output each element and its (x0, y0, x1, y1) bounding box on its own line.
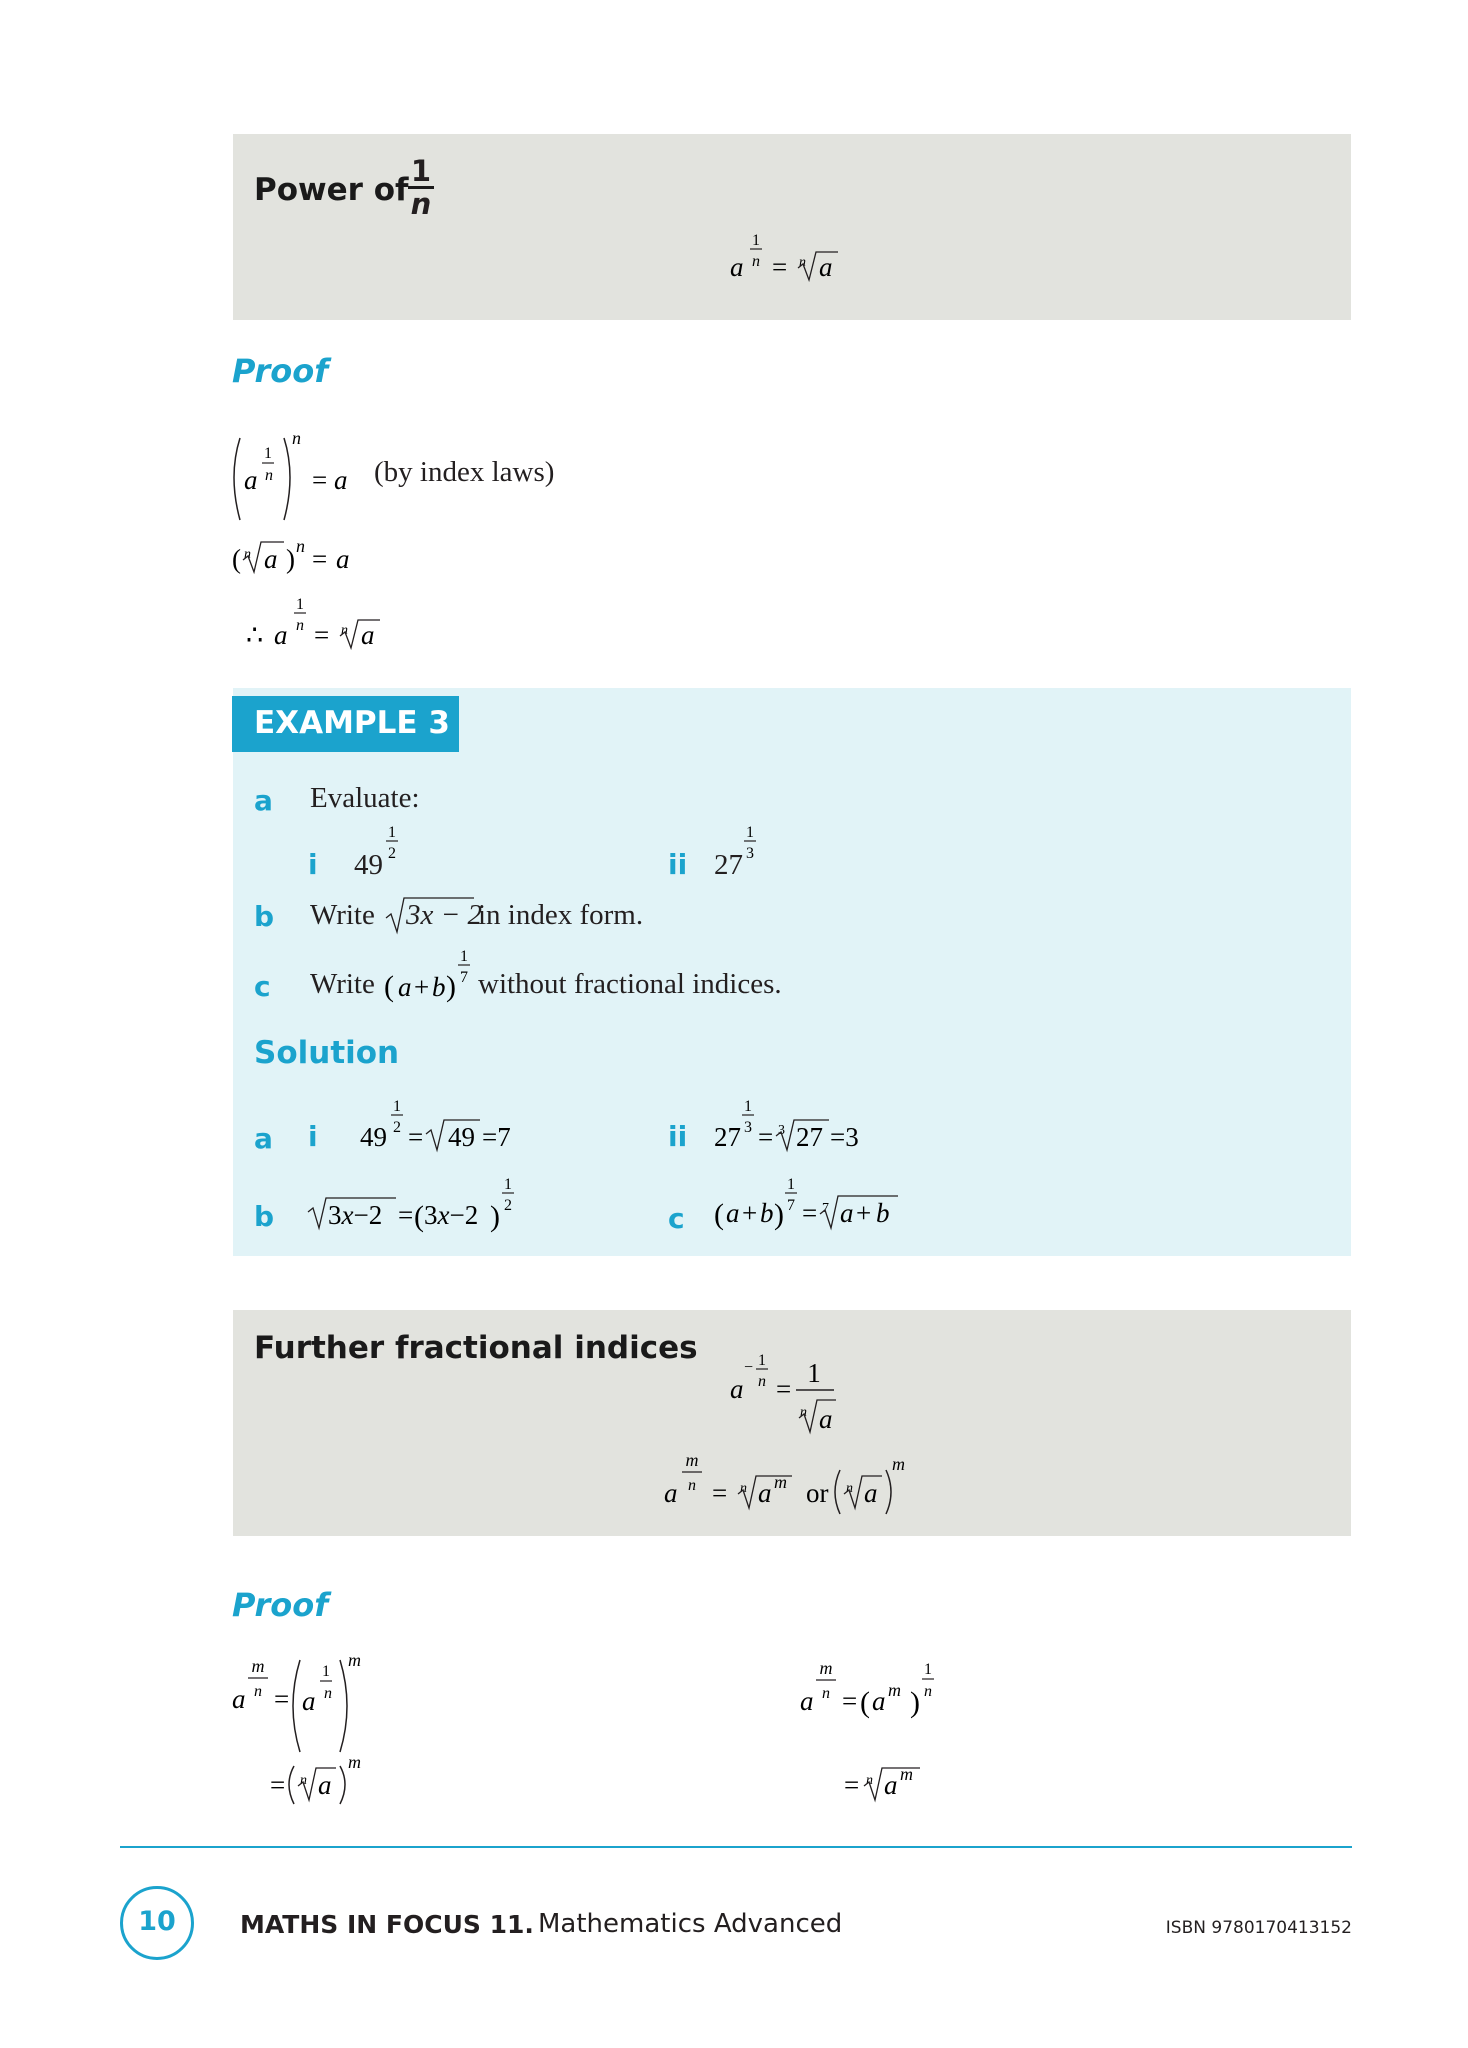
svg-text:2: 2 (393, 1119, 401, 1136)
example-part-b-post: in index form. (478, 899, 644, 931)
svg-text:m: m (819, 1658, 833, 1678)
svg-text:(: ( (714, 1198, 724, 1231)
svg-text:7: 7 (460, 969, 468, 986)
solution-a-label: a (254, 1122, 273, 1155)
svg-text:): ) (286, 544, 295, 574)
svg-text:a: a (302, 1686, 316, 1716)
further-or-word: or (806, 1478, 829, 1508)
solution-a-i-label: i (308, 1120, 318, 1153)
svg-text:a: a (872, 1686, 886, 1716)
svg-text:(: ( (414, 1200, 424, 1233)
svg-text:n: n (799, 255, 806, 270)
example-part-c-post: without fractional indices. (478, 968, 782, 1000)
svg-text:n: n (752, 253, 760, 270)
example-part-b-label: b (254, 900, 275, 933)
svg-text:a: a (398, 972, 412, 1002)
footer-isbn: ISBN 9780170413152 (1165, 1918, 1352, 1938)
svg-text:1: 1 (787, 1176, 795, 1193)
svg-text:): ) (910, 1686, 920, 1719)
svg-text:=: = (274, 1684, 290, 1714)
example-part-a-text: Evaluate: (310, 782, 420, 814)
svg-text:n: n (758, 1373, 766, 1390)
proof-heading-2: Proof (232, 1586, 329, 1624)
svg-text:1: 1 (758, 1352, 766, 1369)
svg-text:=: = (408, 1122, 424, 1152)
power-box-title (254, 172, 409, 208)
footer-book-title: MATHS IN FOCUS 11. (240, 1910, 534, 1939)
svg-text:a: a (819, 252, 833, 282)
svg-text:=: = (312, 465, 328, 495)
example-part-b-expr: 3x − 2 (406, 899, 482, 931)
solution-a-i-working (360, 1094, 530, 1158)
title-frac-numerator: 1 (410, 154, 432, 188)
example-c-expression (384, 944, 474, 1008)
proof2-left-line2 (266, 1750, 386, 1810)
svg-text:=: = (758, 1122, 774, 1152)
svg-text:=: = (842, 1686, 858, 1716)
svg-text:49: 49 (448, 1122, 475, 1152)
svg-text:1: 1 (322, 1663, 330, 1680)
svg-text:n: n (292, 428, 301, 448)
svg-text:b: b (432, 972, 446, 1002)
svg-text:n: n (244, 547, 251, 562)
svg-text:=3: =3 (830, 1122, 859, 1152)
example-part-c-pre: Write (310, 968, 375, 1000)
solution-a-ii-label: ii (668, 1120, 688, 1153)
svg-text:3: 3 (746, 845, 754, 862)
example-a-ii-base: 27 (714, 849, 743, 881)
power-box-title-text: Power of (254, 172, 409, 208)
example-part-b-pre: Write (310, 899, 375, 931)
svg-text:1: 1 (264, 445, 272, 462)
svg-text:=: = (802, 1198, 818, 1228)
svg-text:1: 1 (296, 596, 304, 613)
svg-text:n: n (740, 1481, 747, 1496)
svg-text:n: n (822, 1685, 830, 1702)
svg-text:n: n (846, 1481, 853, 1496)
svg-text:49: 49 (360, 1122, 387, 1152)
svg-text:=: = (312, 544, 328, 574)
proof-heading-1: Proof (232, 352, 329, 390)
example-part-a-label: a (254, 784, 273, 817)
proof2-right-line2 (840, 1752, 950, 1812)
svg-text:a: a (664, 1478, 678, 1508)
svg-text:+: + (742, 1198, 758, 1228)
svg-text:3x−2: 3x−2 (328, 1200, 383, 1230)
example-banner-label: EXAMPLE 3 (254, 705, 450, 741)
svg-text:1: 1 (924, 1661, 932, 1678)
svg-text:m: m (685, 1450, 699, 1470)
svg-text:a: a (884, 1770, 898, 1800)
solution-heading: Solution (254, 1035, 400, 1071)
svg-text:−: − (744, 1359, 754, 1376)
example-a-i-base: 49 (354, 849, 383, 881)
svg-text:m: m (888, 1680, 901, 1700)
solution-c-label: c (668, 1202, 685, 1235)
svg-text:): ) (446, 970, 456, 1003)
svg-text:1: 1 (388, 824, 396, 841)
svg-text:=: = (772, 252, 788, 282)
svg-text:=: = (712, 1478, 728, 1508)
svg-text:(: ( (232, 544, 241, 574)
svg-text:a: a (864, 1478, 878, 1508)
svg-text:3: 3 (778, 1123, 785, 1138)
svg-text:3: 3 (744, 1119, 752, 1136)
proof2-right-line1 (796, 1650, 956, 1730)
page-number: 10 (138, 1906, 176, 1937)
svg-text:∴: ∴ (246, 620, 264, 650)
svg-text:27: 27 (796, 1122, 823, 1152)
svg-text:7: 7 (787, 1197, 795, 1214)
svg-text:=: = (776, 1374, 792, 1404)
svg-text:a: a (334, 465, 348, 495)
solution-a-ii-working (714, 1094, 874, 1158)
svg-text:(: ( (384, 970, 394, 1003)
svg-text:a: a (232, 1684, 246, 1714)
svg-text:a: a (336, 544, 350, 574)
footer-book-subtitle: Mathematics Advanced (538, 1909, 843, 1939)
title-frac-denominator: n (408, 186, 434, 219)
svg-text:1: 1 (460, 948, 468, 965)
proof1-line3 (246, 592, 396, 656)
svg-text:7: 7 (822, 1201, 829, 1216)
svg-text:): ) (490, 1200, 500, 1233)
svg-text:b: b (876, 1198, 890, 1228)
svg-text:+: + (414, 972, 430, 1002)
svg-text:m: m (892, 1454, 905, 1474)
svg-text:1: 1 (393, 1098, 401, 1115)
svg-text:n: n (688, 1477, 696, 1494)
svg-text:+: + (856, 1198, 872, 1228)
svg-text:a: a (819, 1404, 833, 1434)
svg-text:n: n (254, 1683, 262, 1700)
example-part-a-i-label: i (308, 848, 318, 881)
svg-text:a: a (264, 544, 278, 574)
svg-text:b: b (760, 1198, 774, 1228)
svg-text:1: 1 (752, 232, 760, 249)
svg-text:n: n (800, 1405, 807, 1420)
svg-text:m: m (900, 1764, 913, 1784)
svg-text:a: a (244, 465, 258, 495)
svg-text:2: 2 (504, 1197, 512, 1214)
svg-text:m: m (774, 1472, 787, 1492)
example-part-a-ii-label: ii (668, 848, 688, 881)
svg-text:=: = (270, 1770, 286, 1800)
svg-text:m: m (348, 1650, 361, 1670)
svg-text:3x−2: 3x−2 (424, 1200, 479, 1230)
svg-text:n: n (341, 623, 348, 638)
further-box-title: Further fractional indices (254, 1330, 698, 1366)
power-box-formula (720, 226, 840, 290)
svg-text:a: a (274, 620, 288, 650)
example-part-c-label: c (254, 970, 271, 1003)
svg-text:=: = (844, 1770, 860, 1800)
solution-c-working (714, 1170, 904, 1236)
power-box-title-fraction (408, 156, 434, 219)
svg-text:=: = (398, 1200, 414, 1230)
proof1-note: (by index laws) (374, 456, 555, 488)
svg-text:m: m (251, 1656, 265, 1676)
further-formula-1 (724, 1348, 854, 1438)
solution-b-working (306, 1170, 526, 1236)
svg-text:1: 1 (807, 1358, 821, 1388)
proof2-left-line1 (228, 1648, 378, 1758)
svg-text:n: n (296, 536, 305, 556)
svg-text:n: n (265, 467, 273, 484)
svg-text:n: n (324, 1685, 332, 1702)
further-formula-2 (660, 1448, 910, 1520)
svg-text:a: a (730, 252, 744, 282)
svg-text:n: n (300, 1773, 307, 1788)
svg-text:=: = (314, 620, 330, 650)
svg-text:n: n (866, 1773, 873, 1788)
svg-text:1: 1 (744, 1098, 752, 1115)
svg-text:a: a (361, 620, 375, 650)
svg-text:a: a (726, 1198, 740, 1228)
svg-text:1: 1 (746, 824, 754, 841)
svg-text:): ) (774, 1198, 784, 1231)
svg-text:n: n (296, 617, 304, 634)
svg-text:2: 2 (388, 845, 396, 862)
footer-rule (120, 1846, 1352, 1848)
svg-text:1: 1 (504, 1176, 512, 1193)
svg-text:=7: =7 (482, 1122, 511, 1152)
svg-text:a: a (730, 1374, 744, 1404)
solution-b-label: b (254, 1200, 275, 1233)
svg-text:a: a (318, 1770, 332, 1800)
example-a-i-exponent (382, 820, 402, 870)
svg-text:27: 27 (714, 1122, 741, 1152)
svg-text:a: a (800, 1686, 814, 1716)
svg-text:(: ( (860, 1686, 870, 1719)
svg-text:a: a (758, 1478, 772, 1508)
example-a-ii-exponent (740, 820, 760, 870)
proof1-line2 (228, 532, 388, 582)
svg-text:n: n (924, 1683, 932, 1700)
svg-text:m: m (348, 1752, 361, 1772)
svg-text:a: a (840, 1198, 854, 1228)
